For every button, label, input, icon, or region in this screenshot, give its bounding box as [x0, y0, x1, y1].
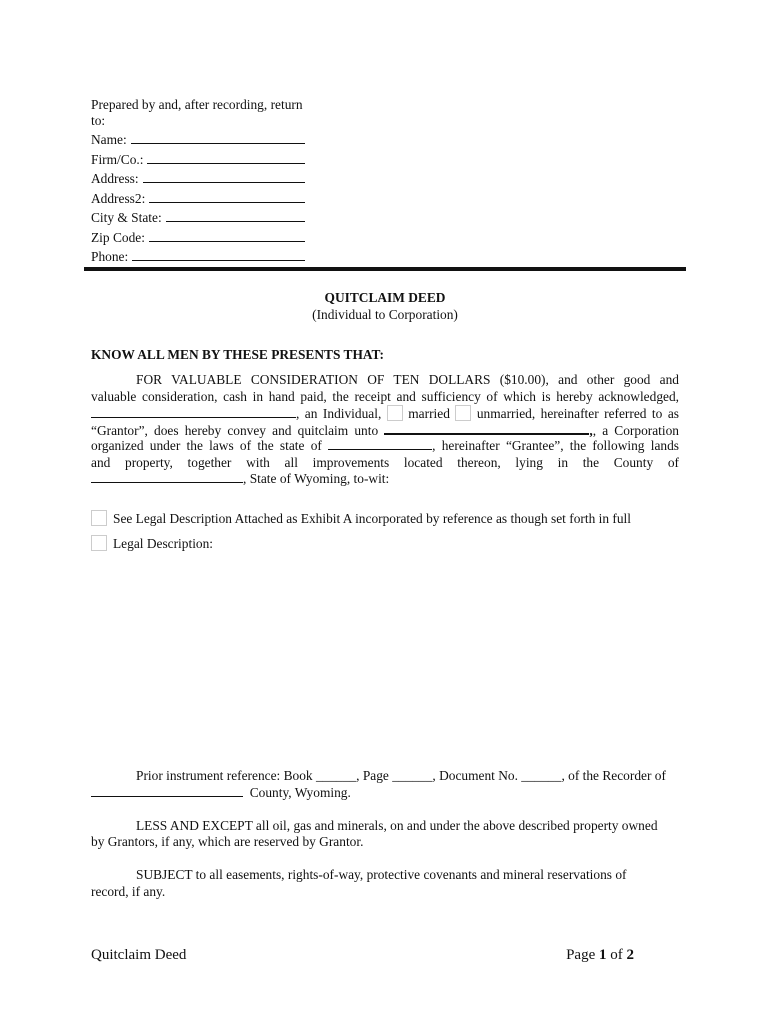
option-label: Legal Description:	[113, 536, 214, 551]
exhibit-a-checkbox[interactable]	[91, 510, 107, 526]
field-label: Name:	[91, 132, 127, 147]
option-exhibit-a	[91, 510, 631, 527]
subject-line: SUBJECT to all easements, rights-of-way, protective covenants and mineral reservations of	[136, 867, 627, 882]
field-input[interactable]	[131, 132, 305, 144]
text: , an Individual,	[296, 406, 382, 421]
para-line: valuable consideration, cash in hand paid, the receipt and sufficiency of which is hereby acknowledged,	[91, 389, 679, 404]
married-checkbox[interactable]	[387, 405, 403, 421]
prepared-by-text: Prepared by and, after recording, return	[91, 97, 303, 112]
state-field[interactable]	[328, 438, 432, 450]
option-legal-description	[91, 535, 213, 552]
field-input[interactable]	[147, 152, 305, 164]
field-label: Zip Code:	[91, 229, 145, 245]
subject-line: record, if any.	[91, 884, 166, 899]
document-subtitle: (Individual to Corporation)	[312, 307, 458, 322]
grantor-name-field[interactable]	[91, 406, 296, 418]
current-page: 1	[599, 947, 607, 963]
para-line: and property, together with all improvements located thereon, lying in the County of	[91, 455, 679, 470]
recorder-county-field[interactable]	[91, 785, 243, 797]
field-input[interactable]	[149, 230, 305, 242]
text: , a Corporation	[592, 423, 679, 438]
field-label: Address:	[91, 171, 139, 186]
footer-title: Quitclaim Deed	[91, 947, 187, 963]
return-field-row	[91, 132, 305, 148]
return-field-row	[91, 152, 305, 168]
text: organized under the laws of the state of	[91, 438, 322, 453]
field-label: City & State:	[91, 210, 162, 225]
para-line	[91, 405, 679, 422]
field-input[interactable]	[143, 171, 305, 183]
text: “Grantor”, does hereby convey and quitclaim unto	[91, 423, 379, 438]
unmarried-checkbox[interactable]	[455, 405, 471, 421]
field-label: Firm/Co.:	[91, 151, 144, 167]
prepared-by-text-cont: to:	[91, 113, 106, 128]
para-line	[91, 438, 679, 454]
return-field-row	[91, 191, 305, 207]
grantee-name-field[interactable]	[384, 422, 589, 435]
text: , hereinafter “Grantee”, the following lands	[432, 438, 679, 453]
married-label: married	[408, 406, 450, 421]
field-label: Phone:	[91, 249, 129, 264]
legal-description-checkbox[interactable]	[91, 535, 107, 551]
total-pages: 2	[626, 947, 634, 963]
field-input[interactable]	[149, 191, 305, 203]
less-except-line: by Grantors, if any, which are reserved by Grantor.	[91, 834, 364, 849]
document-title: QUITCLAIM DEED	[324, 290, 446, 305]
prior-instrument-line: Prior instrument reference: Book ______, Page ______, Document No. ______, of the Recorder of	[136, 768, 666, 783]
para-line: “Grantor”, does hereby convey and quitclaim unto ,, a Corporation	[91, 423, 679, 438]
page-number	[566, 946, 634, 964]
return-field-row	[91, 230, 305, 246]
text: unmarried, hereinafter referred to as	[476, 406, 679, 421]
county-field[interactable]	[91, 471, 243, 483]
field-input[interactable]	[132, 249, 305, 261]
text: Page	[566, 947, 599, 963]
text: County, Wyoming.	[249, 785, 351, 800]
return-field-row	[91, 249, 305, 265]
return-field-row	[91, 171, 305, 187]
para-line: FOR VALUABLE CONSIDERATION OF TEN DOLLARS ($10.00), and other good and	[136, 372, 679, 387]
para-line	[91, 471, 389, 487]
intro-heading: KNOW ALL MEN BY THESE PRESENTS THAT:	[91, 347, 384, 362]
prior-instrument-line	[91, 785, 351, 801]
return-field-row	[91, 210, 305, 226]
field-input[interactable]	[166, 210, 305, 222]
option-label: See Legal Description Attached as Exhibit A incorporated by reference as though set forth in full	[113, 511, 631, 526]
field-label: Address2:	[91, 190, 146, 206]
text: , State of Wyoming, to-wit:	[243, 471, 390, 486]
header-divider	[84, 267, 686, 271]
text: of	[606, 947, 627, 963]
less-except-line: LESS AND EXCEPT all oil, gas and minerals, on and under the above described property owned	[136, 818, 658, 833]
